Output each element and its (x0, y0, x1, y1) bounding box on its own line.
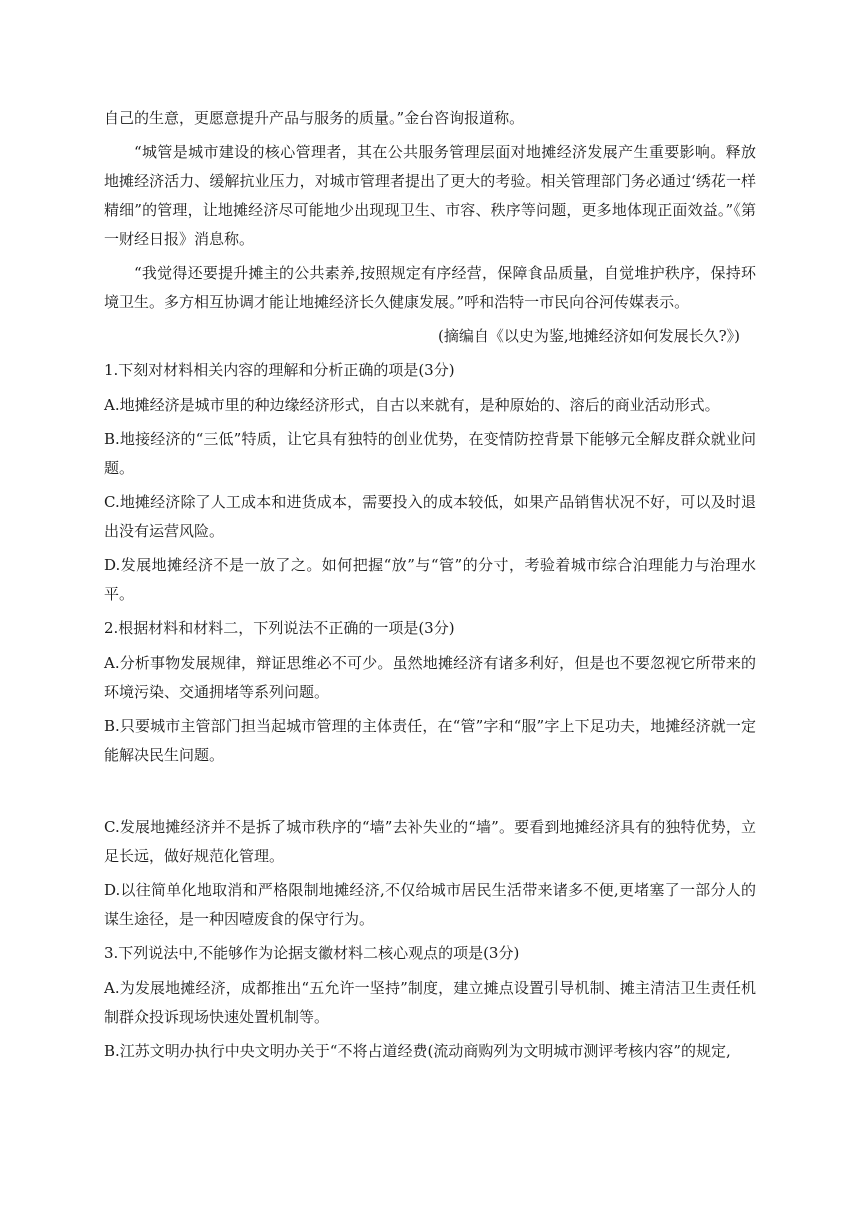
question-1-option-d: D.发展地摊经济不是一放了之。如何把握“放”与“管”的分寸，考验着城市综合泊理能力与治理水平。 (104, 556, 756, 603)
question-1-option-c: C.地摊经济除了人工成本和进货成本，需要投入的成本较低，如果产品销售状况不好，可以及时退出没有运营风险。 (104, 493, 756, 540)
question-3-option-a: A.为发展地摊经济，成都推出“五允许一坚持”制度，建立摊点设置引导机制、摊主清洁卫生责任机制群众投诉现场快速处置机制等。 (104, 979, 756, 1026)
blank-gap (104, 775, 756, 813)
source-citation: (摘编自《以史为鉴,地摊经济如何发展长久?》) (437, 327, 740, 345)
paragraph-citizen-quote: “我觉得还要提升摊主的公共素养,按照规定有序经营，保障食品质量，自觉堆护秩序，保持环境卫生。多方相互协调才能让地摊经济长久健康发展。”呼和浩特一市民向谷河传媒表示。 (104, 264, 756, 311)
question-3-option-b: B.江苏文明办执行中央文明办关于“不将占道经费(流动商购列为文明城市测评考核内容”的规定, (104, 1042, 731, 1060)
question-2-option-d: D.以往简单化地取消和严格限制地摊经济,不仅给城市居民生活带来诸多不便,更堵塞了一部分人的谋生途径，是一种因噎废食的保守行为。 (104, 881, 756, 928)
question-2-option-c: C.发展地摊经济并不是拆了城市秩序的“墙”去补失业的“墙”。要看到地摊经济具有的独特优势，立足长远，做好规范化管理。 (104, 818, 756, 865)
paragraph-urban-management: “城管是城市建设的核心管理者，其在公共服务管理层面对地摊经济发展产生重要影响。释放地摊经济活力、缓解抗业压力，对城市管理者提出了更大的考验。相关管理部门务必通过‘绣花一样精细”的管理，让地摊经济尽可能地少出现现卫生、市容、秩序等问题，更多地体现正面效益。”《第一财经日报》消息称。 (104, 143, 756, 248)
question-1-stem: 1.下刻对材料相关内容的理解和分析正确的项是(3分) (104, 361, 455, 379)
question-3-stem: 3.下列说法中,不能够作为论据支徽材料二核心观点的项是(3分) (104, 944, 520, 962)
question-2-stem: 2.根据材料和材料二，下列说法不正确的一项是(3分) (104, 619, 455, 637)
document-page (104, 104, 756, 1071)
question-2-option-b: B.只要城市主管部门担当起城市管理的主体责任，在“管”字和“服”字上下足功夫，地摊经济就一定能解决民生问题。 (104, 717, 756, 764)
question-1-option-b: B.地接经济的“三低”特质，让它具有独特的创业优势，在变情防控背景下能够元全解皮群众就业问题。 (104, 430, 756, 477)
question-1-option-a: A.地摊经济是城市里的种边缘经济形式，自古以来就有，是种原始的、溶后的商业活动形式。 (104, 396, 720, 414)
question-2-option-a: A.分析事物发展规律，辩证思维必不可少。虽然地摊经济有诸多利好，但是也不要忽视它所带来的环境污染、交通拥堵等系列问题。 (104, 654, 756, 701)
paragraph-continuation: 自己的生意，更愿意提升产品与服务的质量。”金台咨询报道称。 (104, 109, 525, 127)
